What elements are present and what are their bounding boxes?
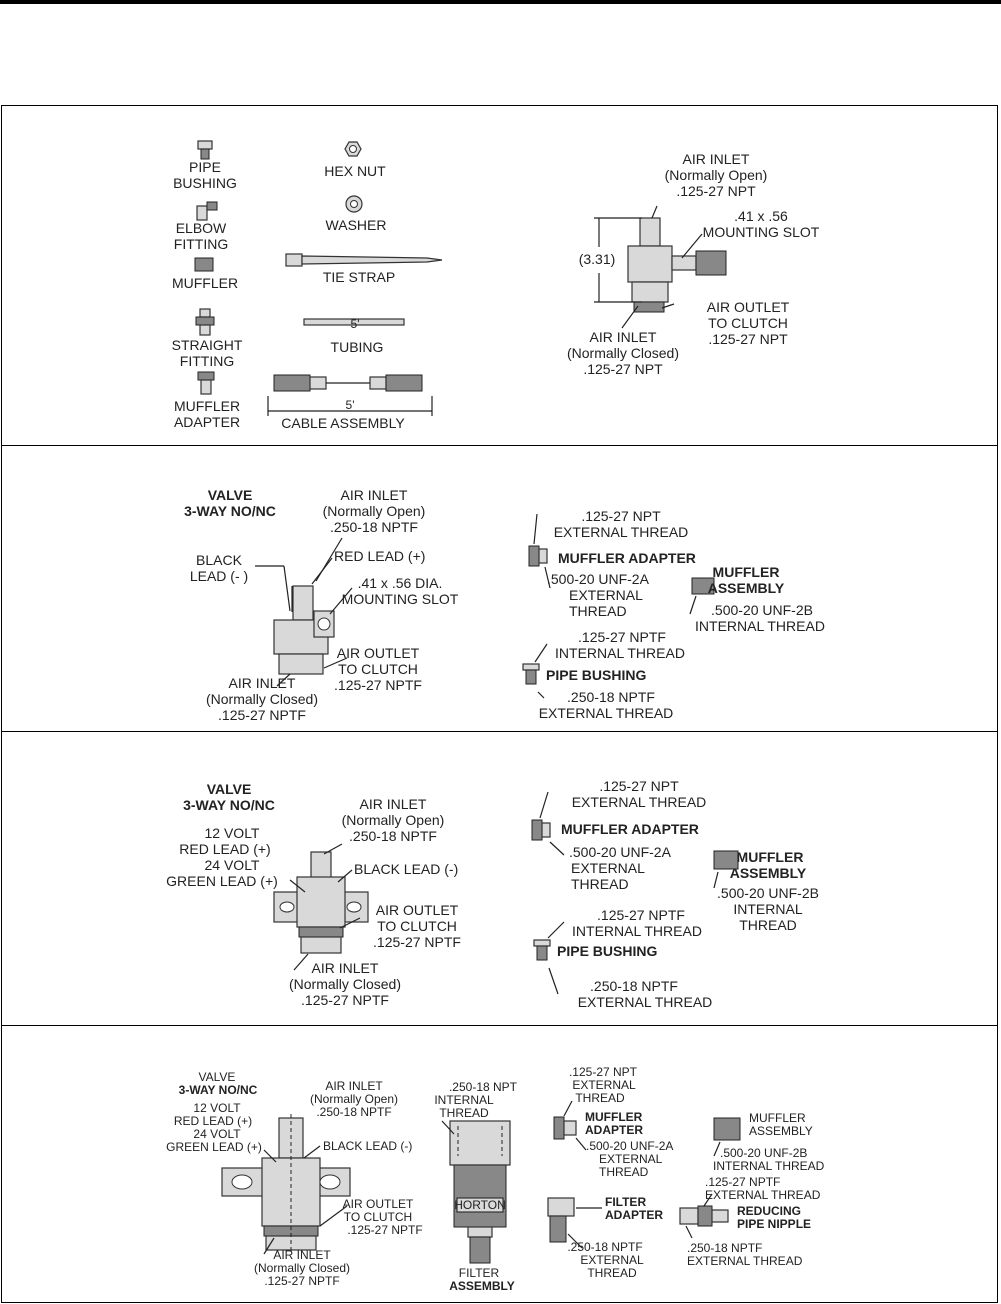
pipe-bushing-name: PIPE BUSHING xyxy=(546,667,647,683)
muffler-adapter-name: ADAPTER xyxy=(585,1123,644,1137)
panel-kit-components xyxy=(1,105,998,446)
filter-adapter-name: ADAPTER xyxy=(605,1208,664,1222)
air-inlet-open-label: AIR INLET xyxy=(325,1079,383,1093)
valve-diagram-3 xyxy=(2,732,999,1027)
page-top-rule xyxy=(0,0,1001,4)
air-inlet-closed-label: .125-27 NPTF xyxy=(301,992,389,1008)
adapter-ext-thread-label: .125-27 NPT xyxy=(581,508,661,524)
lead-label: GREEN LEAD (+) xyxy=(166,1140,262,1154)
lead-label: 12 VOLT xyxy=(193,1101,241,1115)
filter-adapter-thread-label: .250-18 NPTF xyxy=(567,1240,643,1254)
valve-title: VALVE xyxy=(206,781,252,797)
reducing-pipe-nipple-name: REDUCING xyxy=(737,1204,802,1218)
red-lead-label: RED LEAD (+) xyxy=(334,548,426,564)
air-outlet-label: TO CLUTCH xyxy=(338,661,418,677)
lead-label: 12 VOLT xyxy=(204,825,260,841)
elbow-fitting-label: FITTING xyxy=(173,236,229,252)
air-inlet-closed-label: (Normally Closed) xyxy=(205,691,319,707)
adapter-unf-label: EXTERNAL xyxy=(599,1152,663,1166)
muffler-adapter-name: MUFFLER ADAPTER xyxy=(558,550,696,566)
lead-label: 24 VOLT xyxy=(204,857,260,873)
adapter-ext-thread-label: .125-27 NPT xyxy=(599,778,679,794)
air-inlet-open-label: .125-27 NPT xyxy=(676,183,756,199)
adapter-unf-label: .500-20 UNF-2A xyxy=(547,571,649,587)
valve-title: VALVE xyxy=(198,1070,236,1084)
air-inlet-closed-label: (Normally Closed) xyxy=(566,345,680,361)
pipe-bushing-part xyxy=(523,644,547,698)
filter-assembly-name: ASSEMBLY xyxy=(449,1279,515,1293)
muffler-assembly-name: MUFFLER xyxy=(749,1111,806,1125)
bushing-int-thread-label: .125-27 NPTF xyxy=(597,907,685,923)
muffler-unf-label: INTERNAL THREAD xyxy=(713,1159,825,1173)
air-inlet-open-label: (Normally Open) xyxy=(664,167,768,183)
muffler-unf-label: .500-20 UNF-2B xyxy=(720,1146,808,1160)
muffler-unf-label: .500-20 UNF-2B xyxy=(711,602,813,618)
adapter-unf-label: THREAD xyxy=(571,876,629,892)
air-outlet-label: .125-27 NPTF xyxy=(347,1223,423,1237)
black-lead-label: LEAD (- ) xyxy=(189,568,249,584)
adapter-ext-thread-label: EXTERNAL xyxy=(572,1078,636,1092)
lead-label: RED LEAD (+) xyxy=(173,1114,253,1128)
pipe-bushing-part xyxy=(198,141,212,159)
panel-valve-diagram-2 xyxy=(1,445,998,732)
reducing-pipe-nipple-name: PIPE NIPPLE xyxy=(737,1217,812,1231)
air-outlet-label: TO CLUTCH xyxy=(708,315,788,331)
lead-label: 24 VOLT xyxy=(193,1127,241,1141)
filter-thread-label: THREAD xyxy=(439,1106,489,1120)
filter-adapter-thread-label: EXTERNAL xyxy=(580,1253,644,1267)
straight-fitting-label: STRAIGHT xyxy=(171,337,243,353)
black-lead-label: BLACK LEAD (-) xyxy=(323,1139,413,1153)
adapter-ext-thread-label: EXTERNAL THREAD xyxy=(553,524,689,540)
muffler-assembly-name: MUFFLER xyxy=(736,849,804,865)
lead-label: GREEN LEAD (+) xyxy=(166,873,278,889)
pipe-bushing-label: BUSHING xyxy=(173,175,237,191)
mounting-slot-label: .41 x .56 DIA. xyxy=(357,575,443,591)
air-outlet-label: AIR OUTLET xyxy=(336,645,420,661)
muffler-unf-label: INTERNAL xyxy=(733,901,803,917)
bushing-ext-thread-label: EXTERNAL THREAD xyxy=(577,994,713,1010)
air-inlet-open-label: .250-18 NPTF xyxy=(316,1105,392,1119)
air-inlet-closed-label: .125-27 NPTF xyxy=(218,707,306,723)
nipple-ext-thread-bottom-label: .250-18 NPTF xyxy=(687,1241,763,1255)
pipe-bushing-label: PIPE xyxy=(189,159,221,175)
bushing-ext-thread-label: .250-18 NPTF xyxy=(567,689,655,705)
tubing-label: TUBING xyxy=(330,339,384,355)
valve-diagram-2 xyxy=(2,446,999,733)
muffler-part xyxy=(195,258,213,271)
valve-height-label: (3.31) xyxy=(578,251,616,267)
air-inlet-open-label: (Normally Open) xyxy=(341,812,445,828)
lead-label: RED LEAD (+) xyxy=(179,841,271,857)
tie-strap-label: TIE STRAP xyxy=(322,269,396,285)
bushing-int-thread-label: INTERNAL THREAD xyxy=(555,645,685,661)
panel-valve-diagram-4 xyxy=(1,1025,998,1303)
air-outlet-label: .125-27 NPTF xyxy=(373,934,461,950)
valve-body-drawing xyxy=(222,1114,350,1254)
air-outlet-label: .125-27 NPTF xyxy=(334,677,422,693)
hex-nut-part xyxy=(345,142,361,156)
filter-adapter-thread-label: THREAD xyxy=(587,1266,637,1280)
air-outlet-label: TO CLUTCH xyxy=(377,918,457,934)
tie-strap-part xyxy=(286,254,442,266)
air-outlet-label: AIR OUTLET xyxy=(375,902,459,918)
nipple-ext-thread-top-label: EXTERNAL THREAD xyxy=(705,1188,821,1202)
air-inlet-closed-label: AIR INLET xyxy=(311,960,379,976)
muffler-adapter-label: ADAPTER xyxy=(173,414,241,430)
filter-assembly-name: FILTER xyxy=(458,1266,500,1280)
kit-diagram xyxy=(2,106,999,447)
bushing-int-thread-label: .125-27 NPTF xyxy=(578,629,666,645)
valve-title: VALVE xyxy=(207,487,253,503)
air-inlet-closed-label: .125-27 NPTF xyxy=(264,1274,340,1288)
filter-brand-label: HORTON xyxy=(454,1198,506,1212)
tubing-length-label: 5' xyxy=(350,317,360,331)
mounting-slot-label: MOUNTING SLOT xyxy=(702,224,820,240)
air-inlet-closed-label: (Normally Closed) xyxy=(288,976,402,992)
muffler-adapter-label: MUFFLER xyxy=(173,398,241,414)
air-inlet-open-label: .250-18 NPTF xyxy=(349,828,437,844)
pipe-bushing-name: PIPE BUSHING xyxy=(557,943,658,959)
air-inlet-closed-label: (Normally Closed) xyxy=(253,1261,351,1275)
muffler-unf-label: .500-20 UNF-2B xyxy=(717,885,819,901)
air-inlet-closed-label: .125-27 NPT xyxy=(583,361,663,377)
bushing-ext-thread-label: .250-18 NPTF xyxy=(590,978,678,994)
muffler-adapter-name: MUFFLER xyxy=(585,1110,643,1124)
bushing-int-thread-label: INTERNAL THREAD xyxy=(572,923,702,939)
muffler-assembly-name: MUFFLER xyxy=(712,564,780,580)
adapter-ext-thread-label: .125-27 NPT xyxy=(568,1065,638,1079)
adapter-unf-label: THREAD xyxy=(599,1165,649,1179)
nipple-ext-thread-top-label: .125-27 NPTF xyxy=(705,1175,781,1189)
air-inlet-closed-label: AIR INLET xyxy=(228,675,296,691)
valve-title: 3-WAY NO/NC xyxy=(184,503,276,519)
air-inlet-open-label: (Normally Open) xyxy=(322,503,426,519)
cable-assembly-label: CABLE ASSEMBLY xyxy=(281,415,405,431)
mounting-slot-label: MOUNTING SLOT xyxy=(341,591,459,607)
cable-length-label: 5' xyxy=(345,398,355,412)
muffler-assembly-name: ASSEMBLY xyxy=(749,1124,813,1138)
valve-title: 3-WAY NO/NC xyxy=(178,1083,258,1097)
air-inlet-open-label: .250-18 NPTF xyxy=(330,519,418,535)
adapter-unf-label: THREAD xyxy=(569,603,627,619)
elbow-fitting-label: ELBOW xyxy=(175,220,227,236)
air-outlet-label: AIR OUTLET xyxy=(342,1197,414,1211)
air-inlet-open-label: AIR INLET xyxy=(340,487,408,503)
muffler-adapter-part xyxy=(198,372,214,394)
muffler-unf-label: THREAD xyxy=(739,917,797,933)
air-inlet-open-label: (Normally Open) xyxy=(309,1092,399,1106)
straight-fitting-label: FITTING xyxy=(179,353,235,369)
washer-part xyxy=(346,196,362,212)
muffler-unf-label: INTERNAL THREAD xyxy=(695,618,825,634)
filter-thread-label: INTERNAL xyxy=(434,1093,494,1107)
adapter-ext-thread-label: EXTERNAL THREAD xyxy=(571,794,707,810)
adapter-unf-label: EXTERNAL xyxy=(569,587,643,603)
adapter-unf-label: EXTERNAL xyxy=(571,860,645,876)
filter-assembly-drawing xyxy=(442,1121,510,1263)
adapter-ext-thread-label: THREAD xyxy=(575,1091,625,1105)
bushing-ext-thread-label: EXTERNAL THREAD xyxy=(538,705,674,721)
elbow-fitting-part xyxy=(197,202,217,220)
air-inlet-open-label: AIR INLET xyxy=(359,796,427,812)
air-inlet-open-label: AIR INLET xyxy=(682,151,750,167)
muffler-adapter-name: MUFFLER ADAPTER xyxy=(561,821,699,837)
valve-title: 3-WAY NO/NC xyxy=(183,797,275,813)
valve-diagram-4 xyxy=(2,1026,999,1304)
hex-nut-label: HEX NUT xyxy=(324,163,386,179)
adapter-unf-label: .500-20 UNF-2A xyxy=(569,844,671,860)
air-outlet-label: TO CLUTCH xyxy=(343,1210,413,1224)
nipple-ext-thread-bottom-label: EXTERNAL THREAD xyxy=(687,1254,803,1268)
muffler-adapter-part xyxy=(532,792,564,855)
straight-fitting-part xyxy=(196,309,214,335)
air-inlet-closed-label: AIR INLET xyxy=(589,329,657,345)
muffler-assembly-name: ASSEMBLY xyxy=(729,865,807,881)
filter-thread-label: .250-18 NPT xyxy=(448,1080,518,1094)
filter-adapter-name: FILTER xyxy=(605,1195,647,1209)
muffler-adapter-part xyxy=(554,1101,586,1150)
mounting-slot-label: .41 x .56 xyxy=(734,208,788,224)
adapter-unf-label: .500-20 UNF-2A xyxy=(586,1139,674,1153)
panel-valve-diagram-3 xyxy=(1,731,998,1026)
black-lead-label: BLACK xyxy=(196,552,242,568)
air-inlet-closed-label: AIR INLET xyxy=(273,1248,331,1262)
washer-label: WASHER xyxy=(325,217,387,233)
air-outlet-label: AIR OUTLET xyxy=(706,299,790,315)
air-outlet-label: .125-27 NPT xyxy=(708,331,788,347)
muffler-label: MUFFLER xyxy=(171,275,239,291)
black-lead-label: BLACK LEAD (-) xyxy=(354,861,459,877)
muffler-assembly-name: ASSEMBLY xyxy=(707,580,785,596)
